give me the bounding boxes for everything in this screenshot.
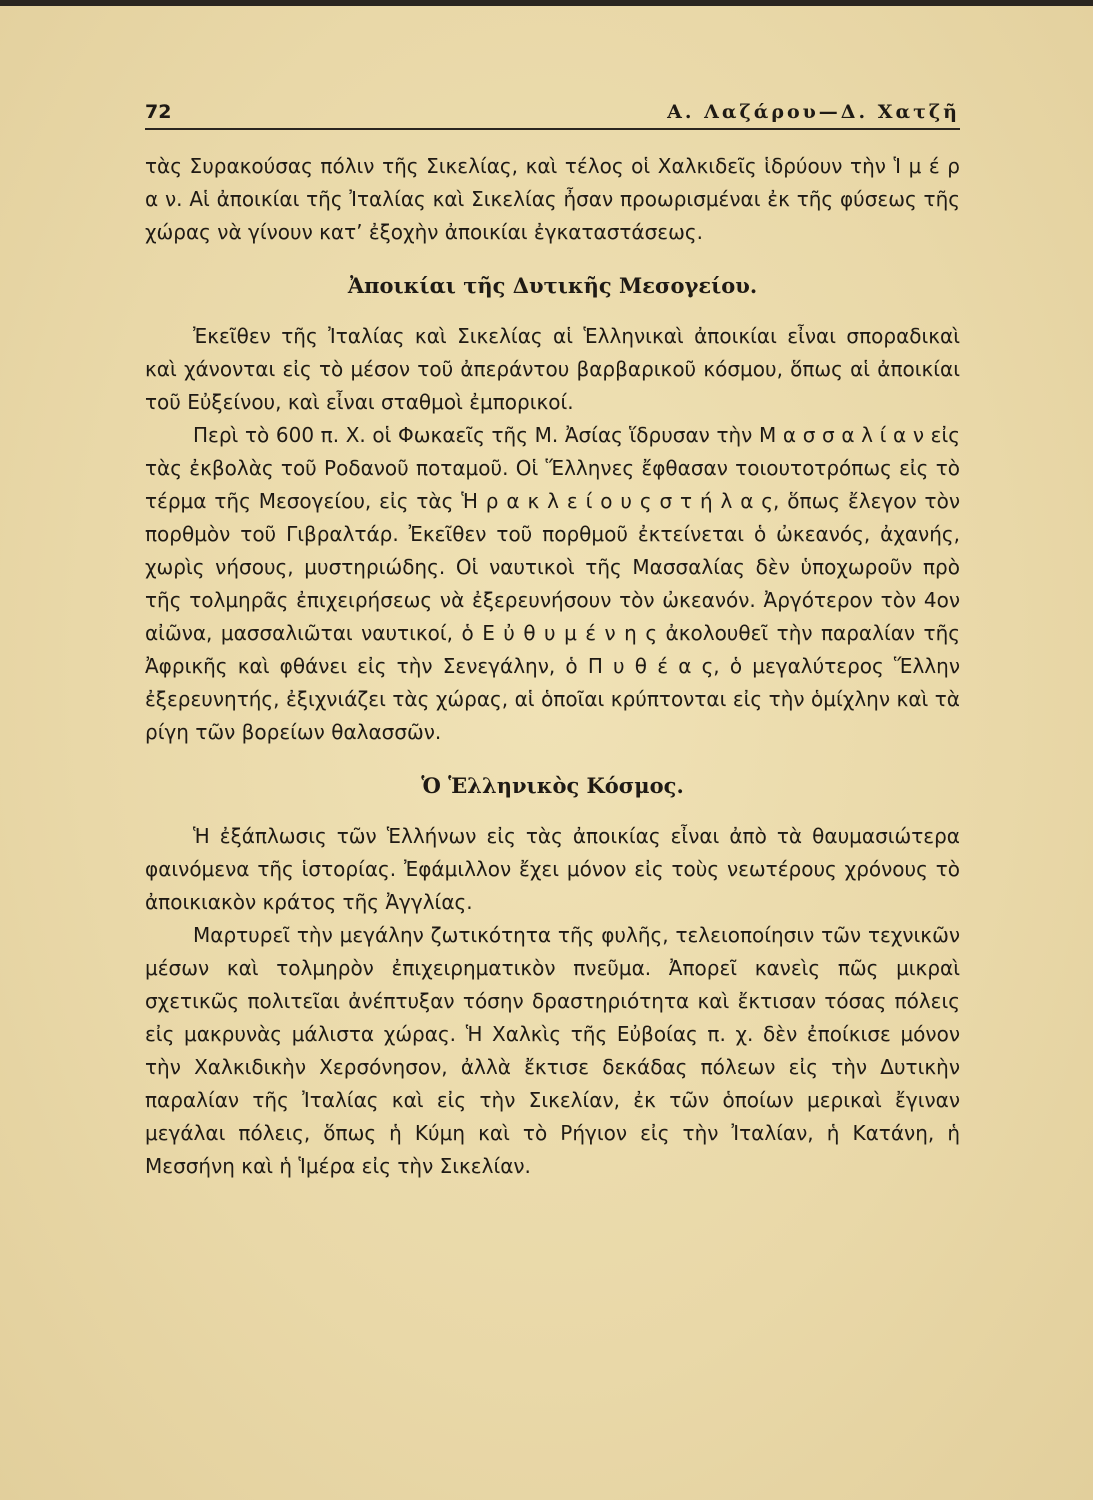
scan-top-edge [0,0,1093,6]
paragraph-1: τὰς Συρακούσας πόλιν τῆς Σικελίας, καὶ τέλος οἱ Χαλκιδεῖς ἱδρύουν τὴν Ἱ μ έ ρ α ν. Αἱ ἀποικίαι τῆς Ἰταλίας καὶ Σικελίας ἦσαν προωρισμέναι ἐκ τῆς φύσεως τῆς χώρας νὰ γίνουν κατ’ ἐξοχὴν ἀποικίαι ἐγκαταστάσεως. [145,154,960,244]
header-rule [145,128,960,130]
paragraph-3: Περὶ τὸ 600 π. Χ. οἱ Φωκαεῖς τῆς Μ. Ἀσίας ἵδρυσαν τὴν Μ α σ σ α λ ί α ν εἰς τὰς ἐκβολὰς τοῦ Ροδανοῦ ποταμοῦ. Οἱ Ἕλληνες ἔφθασαν τοιουτοτρόπως εἰς τὸ τέρμα τῆς Μεσογείου, εἰς τὰς Ἡ ρ α κ λ ε ί ο υ ς σ τ ή λ α ς, ὅπως ἔλεγον τὸν πορθμὸν τοῦ Γιβραλτάρ. Ἐκεῖθεν τοῦ πορθμοῦ ἐκτείνεται ὁ ὠκεανός, ἀχανής, χωρὶς νήσους, μυστηριώδης. Οἱ ναυτικοὶ τῆς Μασσαλίας δὲν ὑποχωροῦν πρὸ τῆς τολμηρᾶς ἐπιχειρήσεως νὰ ἐξερευνήσουν τὸν ὠκεανόν. Ἀργότερον τὸν 4ον αἰῶνα, μασσαλιῶται ναυτικοί, ὁ Ε ὐ θ υ μ έ ν η ς ἀκολουθεῖ τὴν παραλίαν τῆς Ἀφρικῆς καὶ φθάνει εἰς τὴν Σενεγάλην, ὁ Π υ θ έ α ς, ὁ μεγαλύτερος Ἕλλην ἐξερευνητής, ἐξιχνιάζει τὰς χώρας, αἱ ὁποῖαι κρύπτονται εἰς τὴν ὁμίχλην καὶ τὰ ρίγη τῶν βορείων θαλασσῶν. [145,423,960,744]
page-header [145,101,960,131]
running-title: Α. Λαζάρου—Δ. Χατζῆ [667,101,960,123]
section-heading-western-colonies: Ἀποικίαι τῆς Δυτικῆς Μεσογείου. [347,273,758,298]
paragraph-4: Ἡ ἐξάπλωσις τῶν Ἑλλήνων εἰς τὰς ἀποικίας εἶναι ἀπὸ τὰ θαυμασιώτερα φαινόμενα τῆς ἱστορίας. Ἐφάμιλλον ἔχει μόνον εἰς τοὺς νεωτέρους χρόνους τὸ ἀποικιακὸν κράτος τῆς Ἀγγλίας. [145,824,960,914]
paragraph-5: Μαρτυρεῖ τὴν μεγάλην ζωτικότητα τῆς φυλῆς, τελειοποίησιν τῶν τεχνικῶν μέσων καὶ τολμηρὸν ἐπιχειρηματικὸν πνεῦμα. Ἀπορεῖ κανεὶς πῶς μικραὶ σχετικῶς πολιτεῖαι ἀνέπτυξαν τόσην δραστηριότητα καὶ ἔκτισαν τόσας πόλεις εἰς μακρυνὰς μάλιστα χώρας. Ἡ Χαλκὶς τῆς Εὐβοίας π. χ. δὲν ἐποίκισε μόνον τὴν Χαλκιδικὴν Χερσόνησον, ἀλλὰ ἔκτισε δεκάδας πόλεων εἰς τὴν Δυτικὴν παραλίαν τῆς Ἰταλίας καὶ εἰς τὴν Σικελίαν, ἐκ τῶν ὁποίων μερικαὶ ἔγιναν μεγάλαι πόλεις, ὅπως ἡ Κύμη καὶ τὸ Ρήγιον εἰς τὴν Ἰταλίαν, ἡ Κατάνη, ἡ Μεσσήνη καὶ ἡ Ἱμέρα εἰς τὴν Σικελίαν. [145,923,960,1178]
paragraph-2: Ἐκεῖθεν τῆς Ἰταλίας καὶ Σικελίας αἱ Ἑλληνικαὶ ἀποικίαι εἶναι σποραδικαὶ καὶ χάνονται εἰς τὸ μέσον τοῦ ἀπεράντου βαρβαρικοῦ κόσμου, ὅπως αἱ ἀποικίαι τοῦ Εὐξείνου, καὶ εἶναι σταθμοὶ ἐμπορικοί. [145,324,960,414]
section-heading-greek-world: Ὁ Ἑλληνικὸς Κόσμος. [421,773,684,798]
page-number: 72 [145,101,172,123]
page-body [145,150,960,1183]
